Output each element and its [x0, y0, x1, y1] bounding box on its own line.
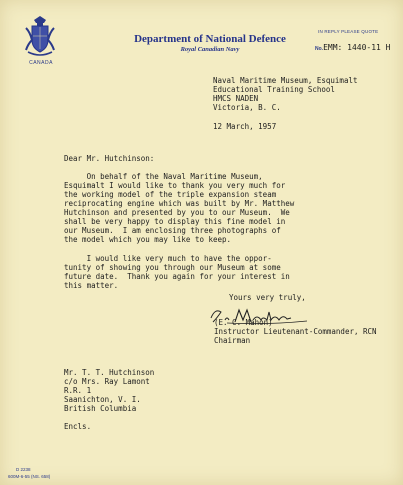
coat-of-arms-icon [22, 14, 58, 58]
recipient-line: c/o Mrs. Ray Lamont [64, 377, 150, 386]
signer-title: Instructor Lieutenant-Commander, RCN [214, 327, 377, 336]
signer-role: Chairman [214, 336, 251, 345]
sender-address-line: HMCS NADEN [213, 94, 259, 103]
form-code: 600M-6-55 (NS. 658) [8, 474, 51, 479]
body-line: reciprocating engine which was built by Mr. Matthew [64, 199, 295, 208]
reply-quote-label: IN REPLY PLEASE QUOTE [318, 29, 379, 34]
recipient-line: Mr. T. T. Hutchinson [64, 368, 155, 377]
reference-no-label: No. [315, 46, 324, 52]
body-line: Hutchinson and presented by you to our Museum. We [64, 208, 290, 217]
form-code: D 2238 [16, 467, 31, 472]
country-label: CANADA [29, 60, 53, 66]
body-line: Esquimalt I would like to thank you very much for [64, 181, 286, 190]
body-line: our Museum. I am enclosing three photographs of [64, 226, 281, 235]
body-line: On behalf of the Naval Maritime Museum, [64, 172, 263, 181]
body-line: this matter. [64, 281, 119, 290]
sender-address-line: Victoria, B. C. [213, 103, 281, 112]
reference-value: EMM: 1440-11 H [323, 43, 391, 52]
sender-address-line: Naval Maritime Museum, Esquimalt [213, 76, 358, 85]
body-line: I would like very much to have the oppor- [64, 254, 272, 263]
closing: Yours very truly, [229, 293, 306, 302]
signer-name: (E. C. Mahon) [214, 318, 273, 327]
salutation: Dear Mr. Hutchinson: [64, 154, 155, 163]
body-line: the model which you may like to keep. [64, 235, 232, 244]
service-subheading: Royal Canadian Navy [180, 46, 240, 53]
recipient-line: Saanichton, V. I. [64, 395, 141, 404]
body-line: the working model of the triple expansion steam [64, 190, 277, 199]
sender-address-line: Educational Training School [213, 85, 335, 94]
reference-number [315, 37, 391, 55]
letter-date: 12 March, 1957 [213, 122, 277, 131]
body-line: future date. Thank you again for your interest in [64, 272, 290, 281]
department-heading: Department of National Defence [134, 33, 286, 45]
body-line: shall be very happy to display this fine model in [64, 217, 286, 226]
enclosure-note: Encls. [64, 422, 92, 431]
recipient-line: British Columbia [64, 404, 137, 413]
body-line: tunity of showing you through our Museum at some [64, 263, 281, 272]
recipient-line: R.R. 1 [64, 386, 92, 395]
